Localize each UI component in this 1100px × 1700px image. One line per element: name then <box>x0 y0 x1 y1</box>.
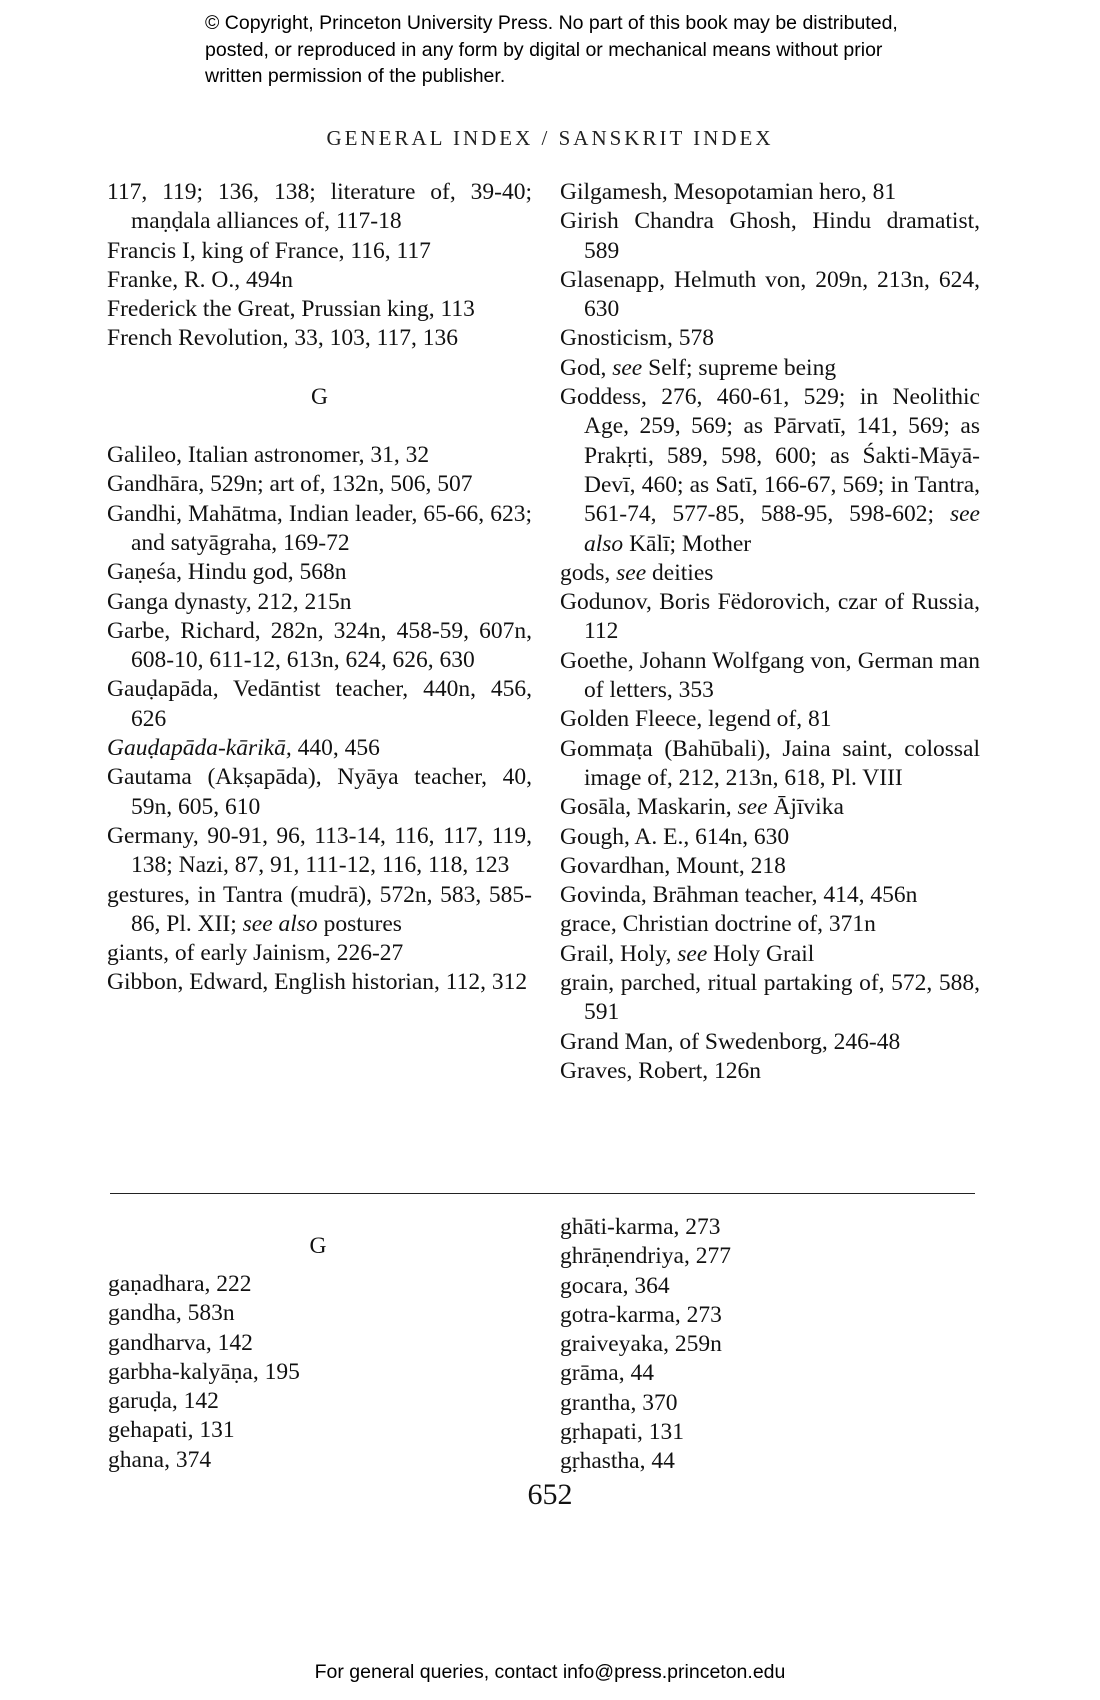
running-head: GENERAL INDEX / SANSKRIT INDEX <box>326 126 774 150</box>
sanskrit-index-left-column <box>108 1270 528 1475</box>
page-number: 652 <box>527 1478 573 1511</box>
index-entry: Gommaṭa (Bahūbali), Jaina saint, colossal image of, 212, 213n, 618, Pl. VIII <box>560 735 980 791</box>
index-entry: Gandhi, Mahātma, Indian leader, 65-66, 623; and satyāgraha, 169-72 <box>107 500 532 556</box>
sanskrit-index-entry: gandha, 583n <box>108 1300 235 1327</box>
sanskrit-index-entry: gocara, 364 <box>560 1272 670 1299</box>
index-entry: Grand Man, of Swedenborg, 246-48 <box>560 1028 901 1055</box>
index-entry: Govardhan, Mount, 218 <box>560 852 786 879</box>
sanskrit-index-entry: ghana, 374 <box>108 1446 212 1473</box>
index-entry: Glasenapp, Helmuth von, 209n, 213n, 624, 630 <box>560 266 980 323</box>
sanskrit-index-entry: gṛhastha, 44 <box>560 1448 675 1475</box>
general-index-right-column <box>560 178 980 1086</box>
footer-contact: For general queries, contact info@press.princeton.edu <box>314 1661 786 1683</box>
general-index-left-column <box>107 178 532 998</box>
index-entry: Gauḍapāda, Vedāntist teacher, 440n, 456, 626 <box>107 676 532 732</box>
index-entry: Gosāla, Maskarin, see Ājīvika <box>560 794 844 821</box>
index-entry: Gaṇeśa, Hindu god, 568n <box>107 559 347 586</box>
copyright-notice: © Copyright, Princeton University Press. No part of this book may be distributed, posted, or reproduced in any form by digital or mechanical means without prior written permission of the publisher. <box>205 12 898 87</box>
sanskrit-index-entry: ghāti-karma, 273 <box>560 1214 721 1240</box>
index-entry: Francis I, king of France, 116, 117 <box>107 237 431 264</box>
sanskrit-index-entry: graiveyaka, 259n <box>560 1331 722 1358</box>
sanskrit-index-right-column <box>560 1213 980 1477</box>
sanskrit-index-entry: ghrāṇendriya, 277 <box>560 1243 731 1270</box>
index-entry: Goethe, Johann Wolfgang von, German man of letters, 353 <box>560 647 980 704</box>
sanskrit-index-entry: gehapati, 131 <box>108 1417 235 1444</box>
index-entry: Franke, R. O., 494n <box>107 266 294 293</box>
index-entry: giants, of early Jainism, 226-27 <box>107 940 404 967</box>
index-entry: Frederick the Great, Prussian king, 113 <box>107 296 475 323</box>
index-entry: Golden Fleece, legend of, 81 <box>560 706 832 733</box>
sanskrit-index-entry: garbha-kalyāṇa, 195 <box>108 1358 300 1385</box>
index-entry: gods, see deities <box>560 559 714 586</box>
index-entry: Girish Chandra Ghosh, Hindu dramatist, 589 <box>560 208 980 264</box>
index-entry: God, see Self; supreme being <box>560 354 837 381</box>
sanskrit-index-entry: gotra-karma, 273 <box>560 1301 722 1328</box>
index-entry: 117, 119; 136, 138; literature of, 39-40; maṇḍala alliances of, 117-18 <box>107 179 532 235</box>
sanskrit-index-entry: gandharva, 142 <box>108 1329 253 1356</box>
index-entry: French Revolution, 33, 103, 117, 136 <box>107 325 458 352</box>
index-entry: Graves, Robert, 126n <box>560 1057 762 1084</box>
sanskrit-index-letter-heading: G <box>309 1233 327 1259</box>
index-entry: gestures, in Tantra (mudrā), 572n, 583, 585-86, Pl. XII; see also postures <box>107 881 532 937</box>
index-entry: Ganga dynasty, 212, 215n <box>107 588 352 615</box>
index-entry: Gautama (Akṣapāda), Nyāya teacher, 40, 59n, 605, 610 <box>107 764 532 820</box>
sanskrit-index-entry: grāma, 44 <box>560 1360 654 1387</box>
sanskrit-index-entry: grantha, 370 <box>560 1389 678 1416</box>
sanskrit-index-entry: gaṇadhara, 222 <box>108 1271 252 1297</box>
index-entry: Gilgamesh, Mesopotamian hero, 81 <box>560 179 897 205</box>
index-entry: Garbe, Richard, 282n, 324n, 458-59, 607n, 608-10, 611-12, 613n, 624, 626, 630 <box>107 617 532 674</box>
index-entry: Gough, A. E., 614n, 630 <box>560 823 790 850</box>
letter-heading: G <box>311 383 328 410</box>
index-entry: Germany, 90-91, 96, 113-14, 116, 117, 119, 138; Nazi, 87, 91, 111-12, 116, 118, 123 <box>107 822 532 879</box>
index-entry: grace, Christian doctrine of, 371n <box>560 911 876 938</box>
index-entry: grain, parched, ritual partaking of, 572, 588, 591 <box>560 970 980 1026</box>
sanskrit-index-entry: garuḍa, 142 <box>108 1388 219 1415</box>
index-entry: Gibbon, Edward, English historian, 112, 312 <box>107 969 528 996</box>
sanskrit-index-entry: gṛhapati, 131 <box>560 1419 684 1446</box>
index-entry: Govinda, Brāhman teacher, 414, 456n <box>560 882 918 909</box>
index-entry: Grail, Holy, see Holy Grail <box>560 940 815 967</box>
index-entry: Gnosticism, 578 <box>560 325 715 352</box>
index-entry: Gauḍapāda-kārikā, 440, 456 <box>107 735 380 762</box>
index-entry: Gandhāra, 529n; art of, 132n, 506, 507 <box>107 471 473 498</box>
section-divider <box>110 1193 975 1194</box>
index-entry: Godunov, Boris Fëdorovich, czar of Russia, 112 <box>560 589 980 645</box>
index-entry: Goddess, 276, 460-61, 529; in Neolithic Age, 259, 569; as Pārvatī, 141, 569; as Prakṛti, 589, 598, 600; as Śakti-Māyā-Devī, 460; as Satī, 166-67, 569; in Tantra, 561-74, 577-85, 588-95, 598-602; see also Kālī; Mother <box>560 384 980 557</box>
index-entry: Galileo, Italian astronomer, 31, 32 <box>107 442 430 469</box>
